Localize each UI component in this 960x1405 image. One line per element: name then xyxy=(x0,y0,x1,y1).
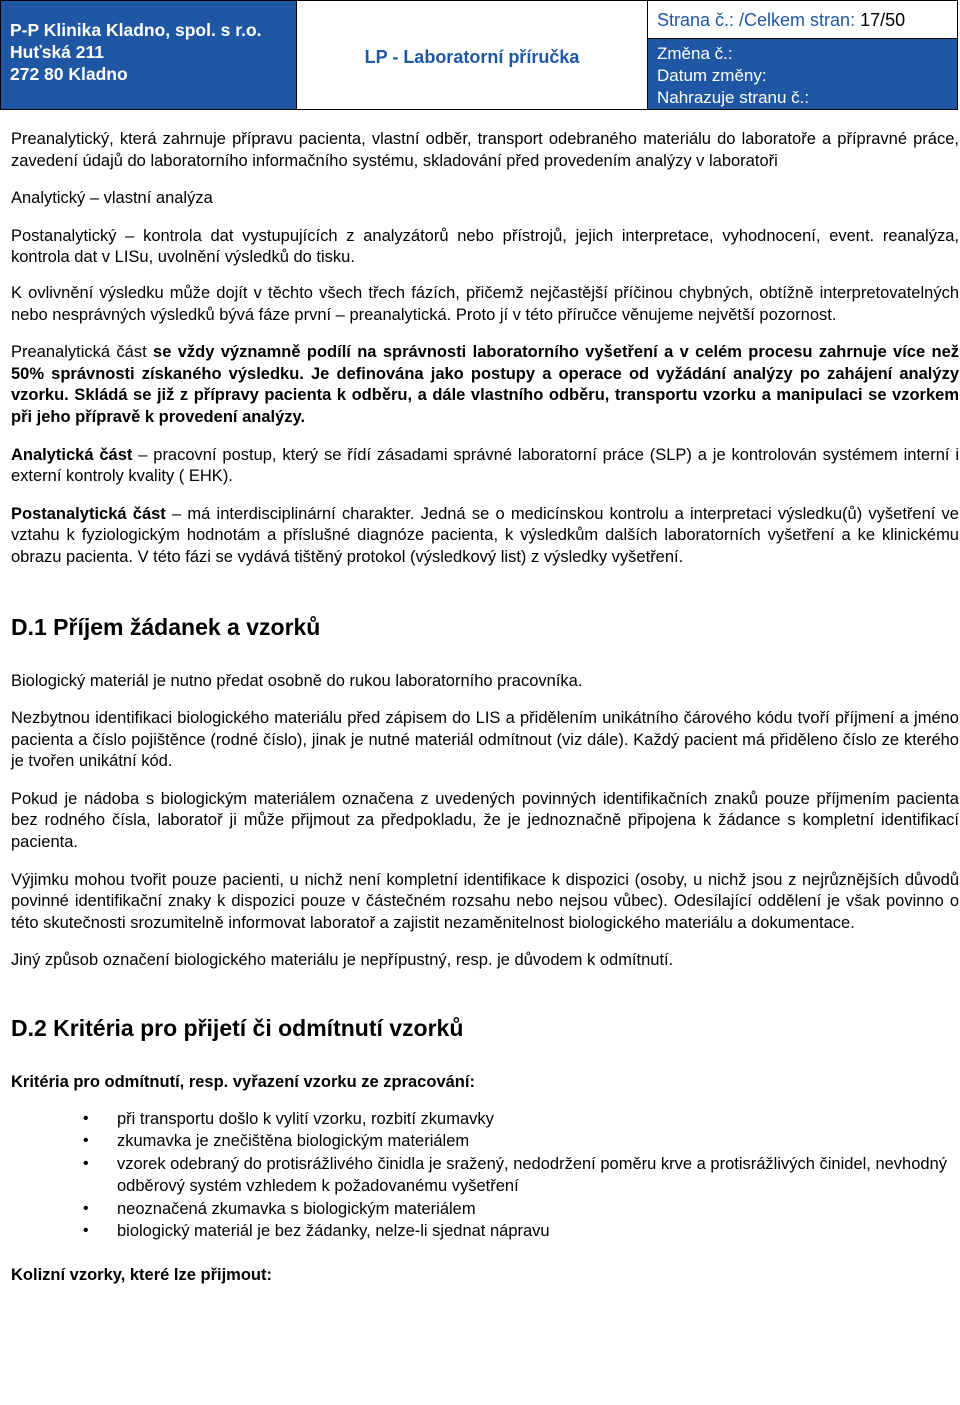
section-d1-heading: D.1 Příjem žádanek a vzorků xyxy=(11,613,321,640)
list-item: • neoznačená zkumavka s biologickým materiálem xyxy=(11,1198,959,1221)
change-info xyxy=(648,39,957,109)
postanalytic-part-paragraph xyxy=(11,504,959,569)
d1-paragraph-2: Nezbytnou identifikaci biologického materiálu před zápisem do LIS a přidělením unikátního čárového kódu tvoří příjmení a jméno pacienta a číslo pojištěnce (rodné číslo), jinak je nutné materiál odmítnout (viz dále). Každý pacient má přiděleno číslo ze kterého je tvořen unikátní kód. xyxy=(11,709,959,771)
d1-paragraph-5: Jiný způsob označení biologického materiálu je nepřípustný, resp. je důvodem k odmítnutí. xyxy=(11,951,674,970)
company-street: Huťská 211 xyxy=(10,42,105,62)
collision-samples-heading xyxy=(11,1265,959,1287)
company-name: P-P Klinika Kladno, spol. s r.o. xyxy=(10,20,262,40)
change-date-label: Datum změny: xyxy=(657,66,767,85)
rejection-criteria-heading xyxy=(11,1072,959,1094)
phase-preanalytic: Preanalytický, která zahrnuje přípravu pacienta, vlastní odběr, transport odebraného materiálu do laboratoře a přípravné práce, zavedení údajů do laboratorního informačního systému, skladování před provedením analýzy v laboratoři xyxy=(11,130,959,170)
d1-paragraph-3: Pokud je nádoba s biologickým materiálem označena z uvedených povinných identifikačních znaků pouze příjmením pacienta bez rodného čísla, laboratoř ji může přijmout za předpokladu, že je jednoznačně připojena k žádance s kompletní identifikací pacienta. xyxy=(11,789,959,852)
replaces-label: Nahrazuje stranu č.: xyxy=(657,88,810,107)
phase-postanalytic: Postanalytický – kontrola dat vystupujících z analyzátorů nebo přístrojů, jejich interpretace, vyhodnocení, event. reanalýza, kontrola dat v LISu, uvolnění výsledků do tisku. xyxy=(11,226,959,267)
section-d2-heading: D.2 Kritéria pro přijetí či odmítnutí vzorků xyxy=(11,1015,464,1042)
list-item: • biologický materiál je bez žádanky, nelze-li sjednat nápravu xyxy=(11,1220,959,1243)
d1-paragraph-1: Biologický materiál je nutno předat osobně do rukou laboratorního pracovníka. xyxy=(11,671,583,690)
page-info-block xyxy=(648,1,957,109)
page-header xyxy=(0,0,958,110)
rejection-criteria-heading-text: Kritéria pro odmítnutí, resp. vyřazení vzorku ze zpracování: xyxy=(11,1073,475,1092)
collision-samples-heading-text: Kolizní vzorky, které lze přijmout: xyxy=(11,1265,272,1284)
preanalytic-part-paragraph xyxy=(11,342,959,428)
document-title xyxy=(297,1,648,109)
analytic-part-text: – pracovní postup, který se řídí zásadami správné laboratorní práce (SLP) a je kontrolován systémem interní i externí kontroly kvality ( EHK). xyxy=(11,445,959,486)
document-body xyxy=(11,125,959,1286)
list-item: • při transportu došlo k vylití vzorku, rozbití zkumavky xyxy=(11,1108,959,1131)
rejection-criteria-list xyxy=(11,1108,959,1243)
list-item: • zkumavka je znečištěna biologickým materiálem xyxy=(11,1130,959,1153)
analytic-part-term: Analytická část xyxy=(11,445,133,464)
company-block xyxy=(1,1,297,109)
preanalytic-part-bold: se vždy významně podílí na správnosti laboratorního vyšetření a v celém procesu zahrnuje více než 50% správnosti získaného výsledku. Je definována jako postupy a operace od vyžádání analýzy po zahájení analýzy vzorku. Skládá se již z přípravy pacienta k odběru, a dále vlastního odběru, transportu vzorku a manipulaci se vzorkem při jeho přípravě k provedení analýzy. xyxy=(11,343,959,426)
company-city: 272 80 Kladno xyxy=(10,64,128,84)
list-item: • vzorek odebraný do protisrážlivého činidla je sražený, nedodržení poměru krve a protisrážlivých činidel, nevhodný odběrový systém vzhledem k požadovanému vyšetření xyxy=(11,1153,959,1198)
d1-paragraph-4: Výjimku mohou tvořit pouze pacienti, u nichž není kompletní identifikace k dispozici (osoby, u nichž jsou z nejrůznějších důvodů povinné identifikační znaky k dispozici pouze v částečném rozsahu nebo nejsou vůbec). Odesílající oddělení je však povinno o této skutečnosti srozumitelně informovat laboratoř a zajistit nezaměnitelnost biologického materiálu a dokumentace. xyxy=(11,870,959,932)
page-number: 17/50 xyxy=(860,10,906,30)
preanalytic-part-lead: Preanalytická část xyxy=(11,343,154,362)
page-label: Strana č.: /Celkem stran: xyxy=(657,10,856,30)
postanalytic-part-term: Postanalytická část xyxy=(11,504,166,523)
postanalytic-part-text: – má interdisciplinární charakter. Jedná se o medicínskou kontrolu a interpretaci výsledku(ů) vyšetření ve vztahu k fyziologickým hodnotám a příslušné diagnóze pacienta, k výsledkům dalších laboratorních vyšetření a ke klinickému obrazu pacienta. V této fázi se vydává tištěný protokol (výsledkový list) z výsledky vyšetření. xyxy=(11,504,959,566)
phases-influence-paragraph: K ovlivnění výsledku může dojít v těchto všech třech fázích, přičemž nejčastější příčinou chybných, obtížně interpretovatelných nebo nesprávných výsledků bývá fáze první – preanalytická. Proto jí v této příručce věnujeme největší pozornost. xyxy=(11,283,959,324)
phase-analytic: Analytický – vlastní analýza xyxy=(11,189,213,208)
page-counter xyxy=(648,1,957,39)
analytic-part-paragraph xyxy=(11,445,959,488)
document-title-text: LP - Laboratorní příručka xyxy=(364,46,580,67)
change-label: Změna č.: xyxy=(657,44,733,63)
